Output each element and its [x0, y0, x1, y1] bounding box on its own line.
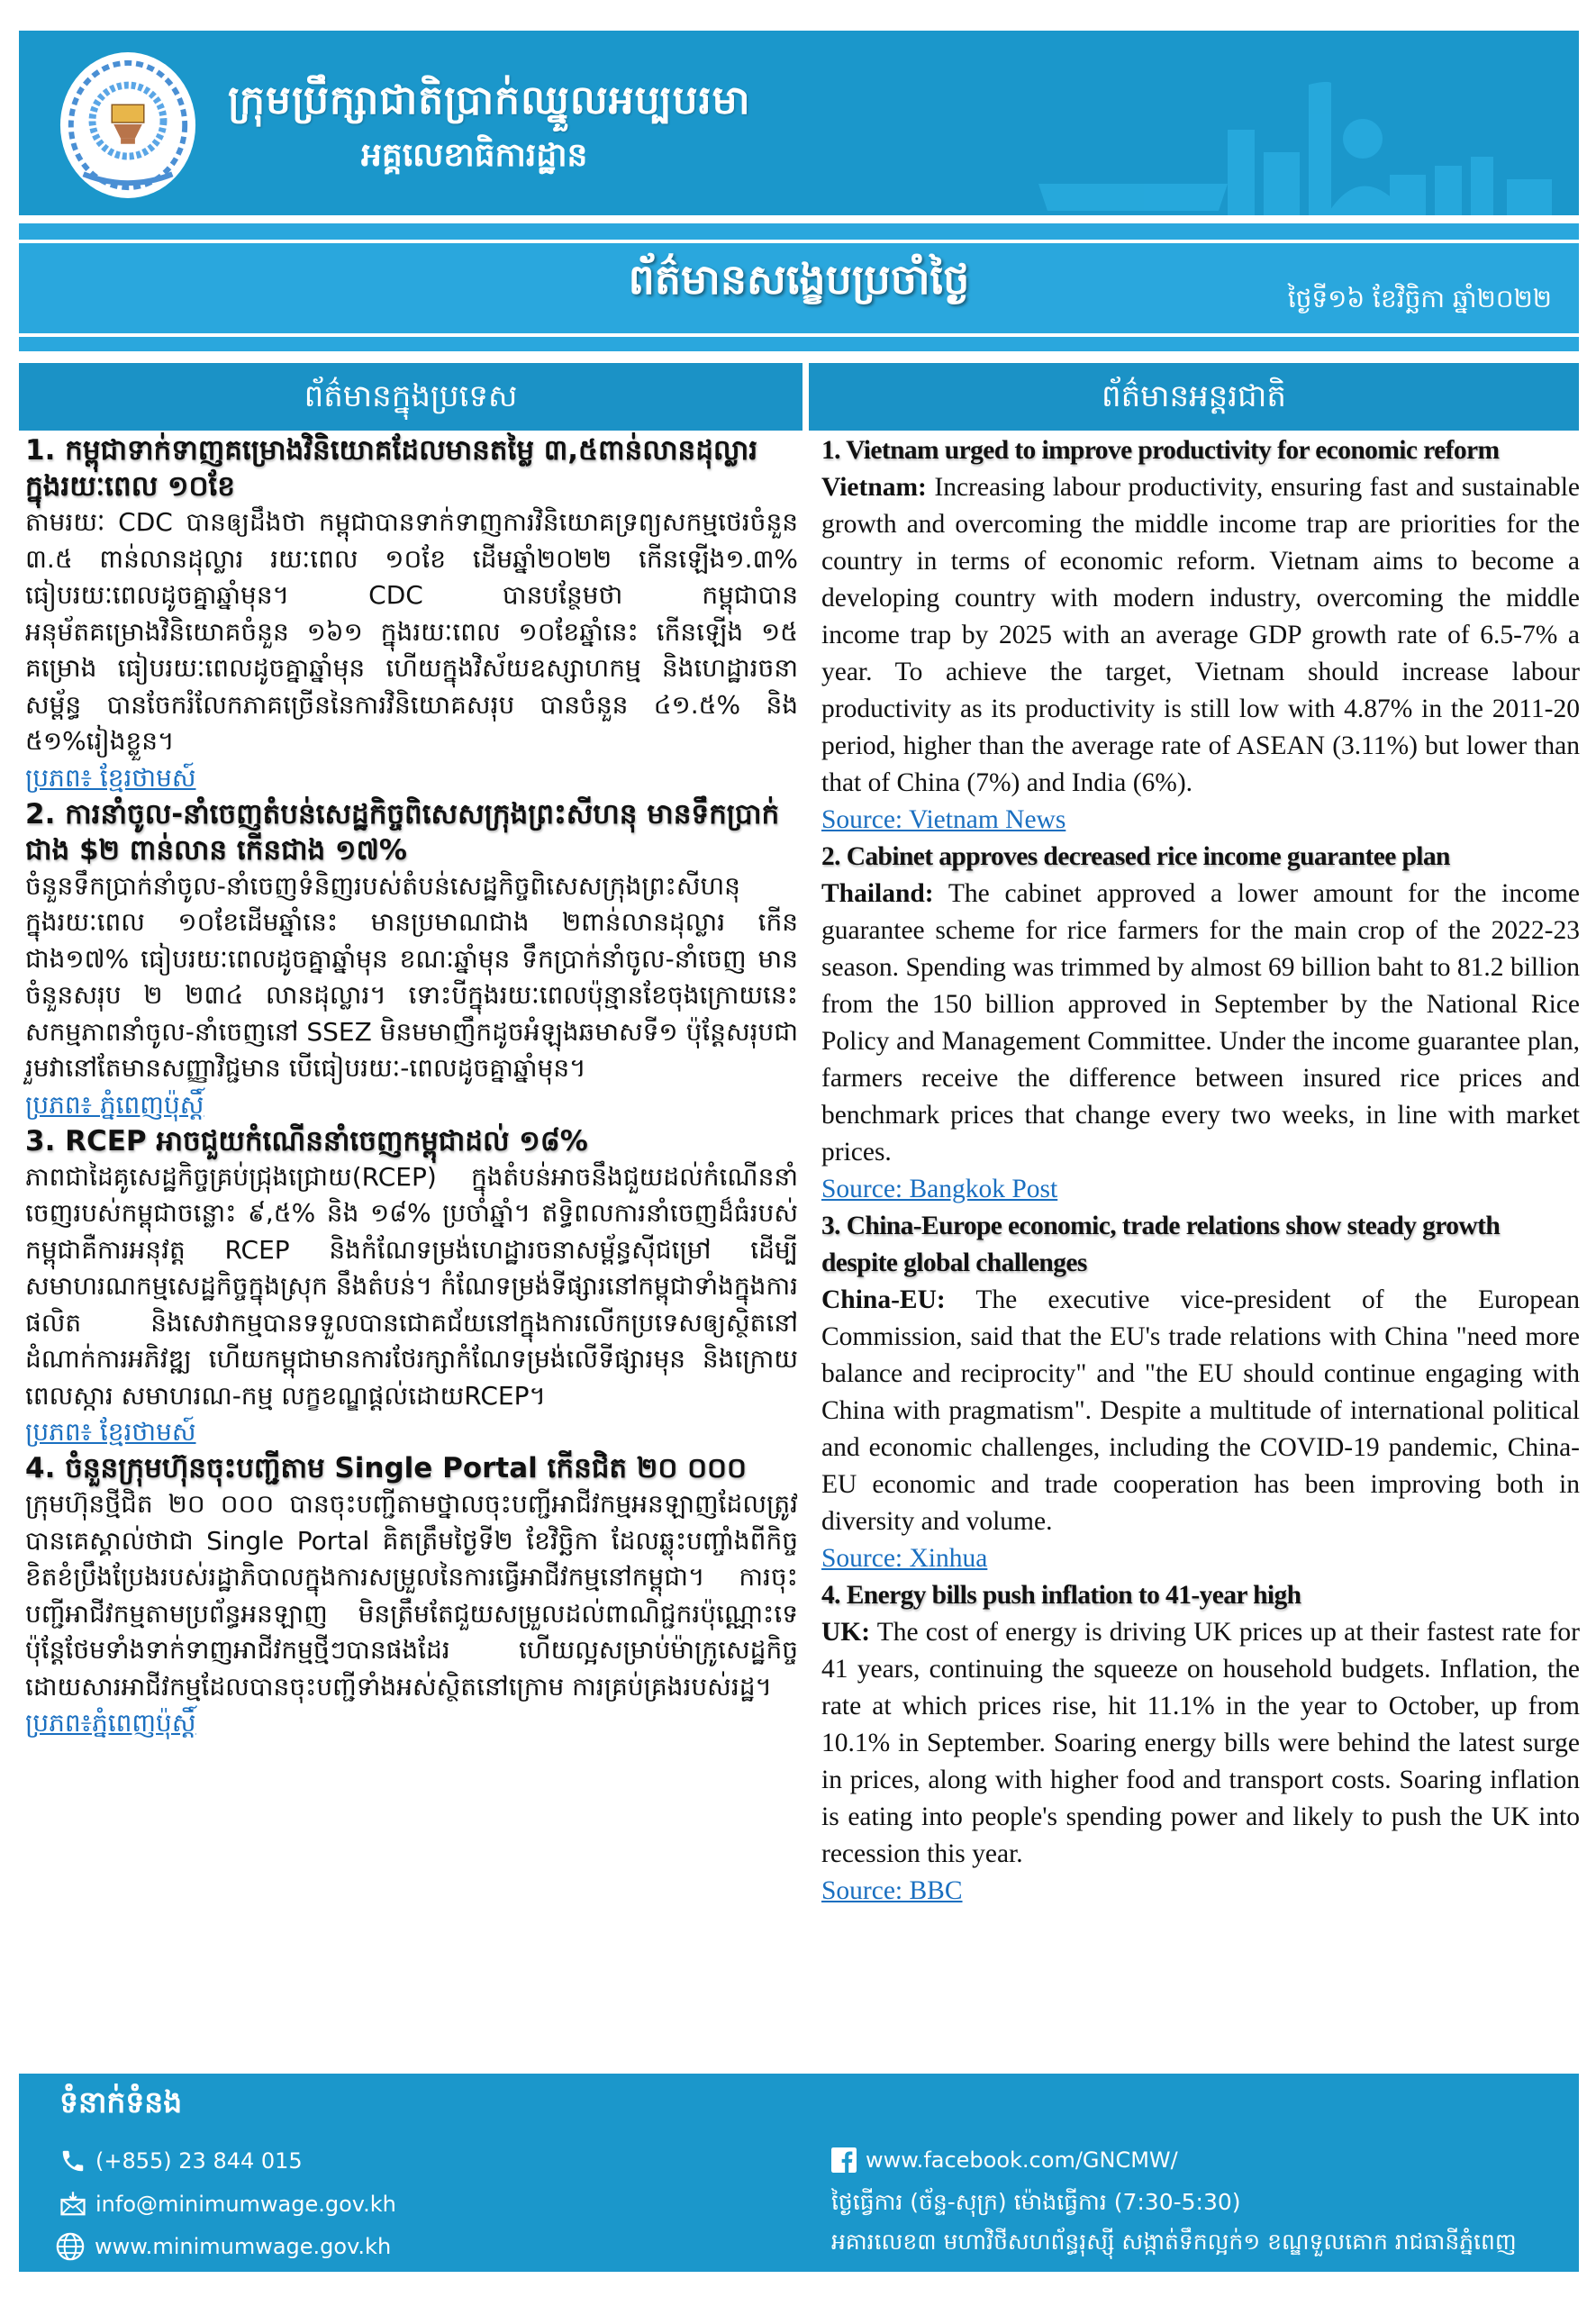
phone-icon [59, 2147, 86, 2174]
source-link[interactable]: ប្រភព៖ ភ្នំពេញប៉ុស្តិ៍ [25, 1089, 204, 1120]
source-link[interactable]: ប្រភព៖ ខ្មែរថាមស៍ [25, 762, 196, 793]
international-news-column [821, 432, 1580, 1910]
source-link[interactable]: ប្រភព៖ ខ្មែរថាមស៍ [25, 1417, 196, 1447]
article-headline: 1. កម្ពុជាទាក់ទាញគម្រោងវិនិយោគដែលមានតម្លៃ ៣,៥ពាន់លានដុល្លារ ក្នុងរយៈពេល ១០ខែ [25, 434, 758, 503]
article-text: The cost of energy is driving UK prices up at their fastest rate for 41 years, continuing the squeeze on household budgets. Inflation, the rate at which prices rise, hit 11.1% in the year to October, up from 10.1% in September. Soaring energy bills were behind the latest surge in prices, along with higher food and transport costs. Soaring inflation is eating into people's spending power and likely to push the UK into recession this year. [821, 1618, 1580, 1868]
domestic-news-column [25, 432, 798, 1741]
article-headline: 2. Cabinet approves decreased rice income guarantee plan [821, 842, 1450, 871]
article-body [821, 876, 1580, 1171]
international-news-header: ព័ត៌មានអន្តរជាតិ [809, 363, 1579, 431]
article-body: ភាពជាដៃគូសេដ្ឋកិច្ចគ្រប់ជ្រុងជ្រោយ(RCEP) ក្នុងតំបន់អាចនឹងជួយដល់កំណើននាំចេញរបស់កម្ពុជាចន្លោះ ៩,៥% និង ១៨% ប្រចាំឆ្នាំ។ ឥទ្ធិពលការនាំចេញដ៏ធំរបស់កម្ពុជាគឺការអនុវត្ត RCEP និងកំណែទម្រង់ហេដ្ឋារចនាសម្ព័ន្ធស៊ីជម្រៅ ដើម្បីសមាហរណកម្មសេដ្ឋកិច្ចក្នុងស្រុក នឹងតំបន់។ កំណែទម្រង់ទីផ្សារនៅកម្ពុជាទាំងក្នុងការផលិត និងសេវាកម្មបានទទួលបានជោគជ័យនៅក្នុងការលើកប្រទេសឲ្យស្ថិតនៅដំណាក់ការអភិវឌ្ឍ ហើយកម្ពុជាមានការថែរក្សាកំណែទម្រង់លើទីផ្សារមុន និងក្រោយពេលស្ការ សមាហរណ-កម្ម លក្ខខណ្ឌផ្តល់ដោយRCEP។ [25, 1161, 798, 1411]
article-country: Vietnam: [821, 473, 927, 502]
title-bar-top-strip [19, 223, 1579, 240]
domestic-news-header: ព័ត៌មានក្នុងប្រទេស [19, 363, 803, 431]
article-headline: 3. RCEP អាចជួយកំណើននាំចេញកម្ពុជាដល់ ១៨% [25, 1124, 588, 1158]
article-text: The cabinet approved a lower amount for the income guarantee scheme for rice farmers for the main crop of the 2022-23 season. Spending was trimmed by almost 69 billion baht to 81.2 billion from the 150 billion approved in September by the National Rice Policy and Management Committee. Under the income guarantee plan, farmers receive the difference between insured rice prices and benchmark prices that change every two weeks, in line with market prices. [821, 879, 1580, 1167]
article-headline: 4. ចំនួនក្រុមហ៊ុនចុះបញ្ជីតាម Single Portal កើនជិត ២០ ០០០ [25, 1452, 747, 1484]
email-link[interactable]: info@minimumwage.gov.kh [95, 2192, 396, 2217]
publish-date: ថ្ងៃទី១៦ ខែវិច្ឆិកា ឆ្នាំ២០២២ [1287, 284, 1552, 313]
website-row [55, 2231, 391, 2262]
title-bar [19, 243, 1579, 333]
domestic-article [25, 432, 798, 796]
org-subtitle: អគ្គលេខាធិការដ្ឋាន [361, 137, 588, 174]
article-body: ក្រុមហ៊ុនថ្មីជិត ២០ ០០០ បានចុះបញ្ជីតាមថ្នាលចុះបញ្ជីអាជីវកម្មអនឡាញដែលត្រូវបានគេស្គាល់ថាជា Single Portal គិតត្រឹមថ្ងៃទី២ ខែវិច្ឆិកា ដែលឆ្លុះបញ្ចាំងពីកិច្ចខិតខំប្រឹងប្រែងរបស់រដ្ឋាភិបាលក្នុងការសម្រួលនៃការធ្វើអាជីវកម្មនៅកម្ពុជា។ ការចុះបញ្ជីអាជីវកម្មតាមប្រព័ន្ធអនឡាញ មិនត្រឹមតែជួយសម្រួលដល់ពាណិជ្ជករប៉ុណ្ណោះទេ ប៉ុន្តែថែមទាំងទាក់ទាញអាជីវកម្មថ្មីៗបានផងដែរ ហើយល្អសម្រាប់ម៉ាក្រូសេដ្ឋកិច្ច ដោយសារអាជីវកម្មដែលបានចុះបញ្ជីទាំងអស់ស្ថិតនៅក្រោម ការគ្រប់គ្រងរបស់រដ្ឋ។ [25, 1489, 798, 1702]
facebook-link[interactable]: www.facebook.com/GNCMW/ [866, 2147, 1178, 2173]
header-banner [19, 31, 1579, 215]
international-article [821, 1577, 1580, 1910]
website-link[interactable]: www.minimumwage.gov.kh [95, 2234, 392, 2259]
article-headline: 3. China-Europe economic, trade relations show steady growth despite global challenges [821, 1212, 1501, 1277]
article-country: Thailand: [821, 879, 934, 908]
international-article [821, 839, 1580, 1208]
article-text: Increasing labour productivity, ensuring fast and sustainable growth and overcoming the middle income trap are priorities for the country in terms of economic reform. Vietnam aims to become a developing country with modern industry, overcoming the middle income trap by 2025 with an average GDP growth rate of 6.5-7% a year. To achieve the target, Vietnam should increase labour productivity as its productivity is still low with 4.87% in the 2011-20 period, higher than the average rate of ASEAN (3.11%) but lower than that of China (7%) and India (6%). [821, 473, 1580, 797]
domestic-article [25, 1123, 798, 1451]
article-headline: 2. ការនាំចូល-នាំចេញតំបន់សេដ្ឋកិច្ចពិសេសក្រុងព្រះសីហនុ មានទឹកប្រាក់ជាង $២ ពាន់លាន កើនជាង ១៧% [25, 797, 780, 867]
org-name: ក្រុមប្រឹក្សាជាតិប្រាក់ឈ្នួលអប្បបរមា [228, 77, 751, 123]
article-headline: 1. Vietnam urged to improve productivity for economic reform [821, 436, 1500, 465]
phone-row [59, 2147, 303, 2174]
article-text: The executive vice-president of the European Commission, said that the EU's trade relations with China "need more balance and reciprocity" and "the EU should continue engaging with China with pragmatism". Despite a multitude of international political and economic challenges, including the COVID-19 pandemic, China-EU economic and trade cooperation has been improving both in diversity and volume. [821, 1285, 1580, 1536]
footer-contact [19, 2074, 1579, 2272]
international-article [821, 1208, 1580, 1577]
domestic-article [25, 1450, 798, 1741]
office-address: អគារលេខ៣ មហាវិថីសហព័ន្ធរុស្ស៊ី សង្កាត់ទឹកល្អក់១ ខណ្ឌទួលគោក រាជធានីភ្នំពេញ [831, 2229, 1517, 2255]
globe-icon [55, 2231, 86, 2262]
article-body [821, 1614, 1580, 1873]
article-country: China-EU: [821, 1285, 946, 1314]
facebook-icon [831, 2147, 857, 2173]
article-body [821, 1282, 1580, 1540]
article-headline: 4. Energy bills push inflation to 41-year high [821, 1581, 1301, 1610]
email-icon [59, 2191, 86, 2218]
contact-title: ទំនាក់ទំនង [59, 2084, 183, 2120]
email-row [59, 2191, 396, 2218]
article-country: UK: [821, 1618, 871, 1647]
source-link[interactable]: Source: Bangkok Post [821, 1175, 1058, 1203]
source-link[interactable]: Source: BBC [821, 1876, 963, 1905]
domestic-article [25, 796, 798, 1123]
council-logo [57, 49, 199, 202]
office-hours: ថ្ងៃធ្វើការ (ច័ន្ទ-សុក្រ) ម៉ោងធ្វើការ (7:30-5:30) [831, 2189, 1241, 2215]
page-title: ព័ត៌មានសង្ខេបប្រចាំថ្ងៃ [628, 255, 970, 304]
phone-number[interactable]: (+855) 23 844 015 [95, 2148, 303, 2174]
article-body [821, 469, 1580, 802]
source-link[interactable]: ប្រភព៖ភ្នំពេញប៉ុស្តិ៍ [25, 1708, 196, 1738]
article-body: ចំនួនទឹកប្រាក់នាំចូល-នាំចេញទំនិញរបស់តំបន់សេដ្ឋកិច្ចពិសេសក្រុងព្រះសីហនុ ក្នុងរយៈពេល ១០ខែដើមឆ្នាំនេះ មានប្រមាណជាង ២ពាន់លានដុល្លារ កើនជាង១៧% ធៀបរយៈពេលដូចគ្នាឆ្នាំមុន ខណៈឆ្នាំមុន ទឹកប្រាក់នាំចូល-នាំចេញ មានចំនួនសរុប ២ ២៣៤ លានដុល្លារ។ ទោះបីក្នុងរយៈពេលប៉ុន្មានខែចុងក្រោយនេះ សកម្មភាពនាំចូល-នាំចេញនៅ SSEZ មិនមមាញឹកដូចអំឡុងឆមាសទី១ ប៉ុន្តែសរុបជារួមវានៅតែមានសញ្ញាវិជ្ជមាន បើធៀបរយៈ-ពេលដូចគ្នាឆ្នាំមុន។ [25, 870, 798, 1083]
source-link[interactable]: Source: Vietnam News [821, 805, 1066, 834]
skyline-illustration [930, 31, 1579, 215]
article-body: តាមរយៈ CDC បានឲ្យដឹងថា កម្ពុជាបានទាក់ទាញការវិនិយោគទ្រព្យសកម្មថេរចំនួន ៣.៥ ពាន់លានដុល្លារ រយៈពេល ១០ខែ ដើមឆ្នាំ២០២២ កើនឡើង១.៣% ធៀបរយៈពេលដូចគ្នាឆ្នាំមុន។ CDC បានបន្ថែមថា កម្ពុជាបានអនុម័តគម្រោងវិនិយោគចំនួន ១៦១ ក្នុងរយៈពេល ១០ខែឆ្នាំនេះ កើនឡើង ១៥ គម្រោង ធៀបរយៈពេលដូចគ្នាឆ្នាំមុន ហើយក្នុងវិស័យឧស្សាហកម្ម និងហេដ្ឋារចនាសម្ព័ន្ធ បានចែករំលែកភាគច្រើននៃការវិនិយោគសរុប បានចំនួន ៤១.៥% និង ៥១%រៀងខ្លួន។ [25, 507, 798, 756]
international-article [821, 432, 1580, 839]
facebook-row [831, 2147, 1178, 2173]
source-link[interactable]: Source: Xinhua [821, 1544, 988, 1573]
title-bar-bottom-strip [19, 337, 1579, 351]
